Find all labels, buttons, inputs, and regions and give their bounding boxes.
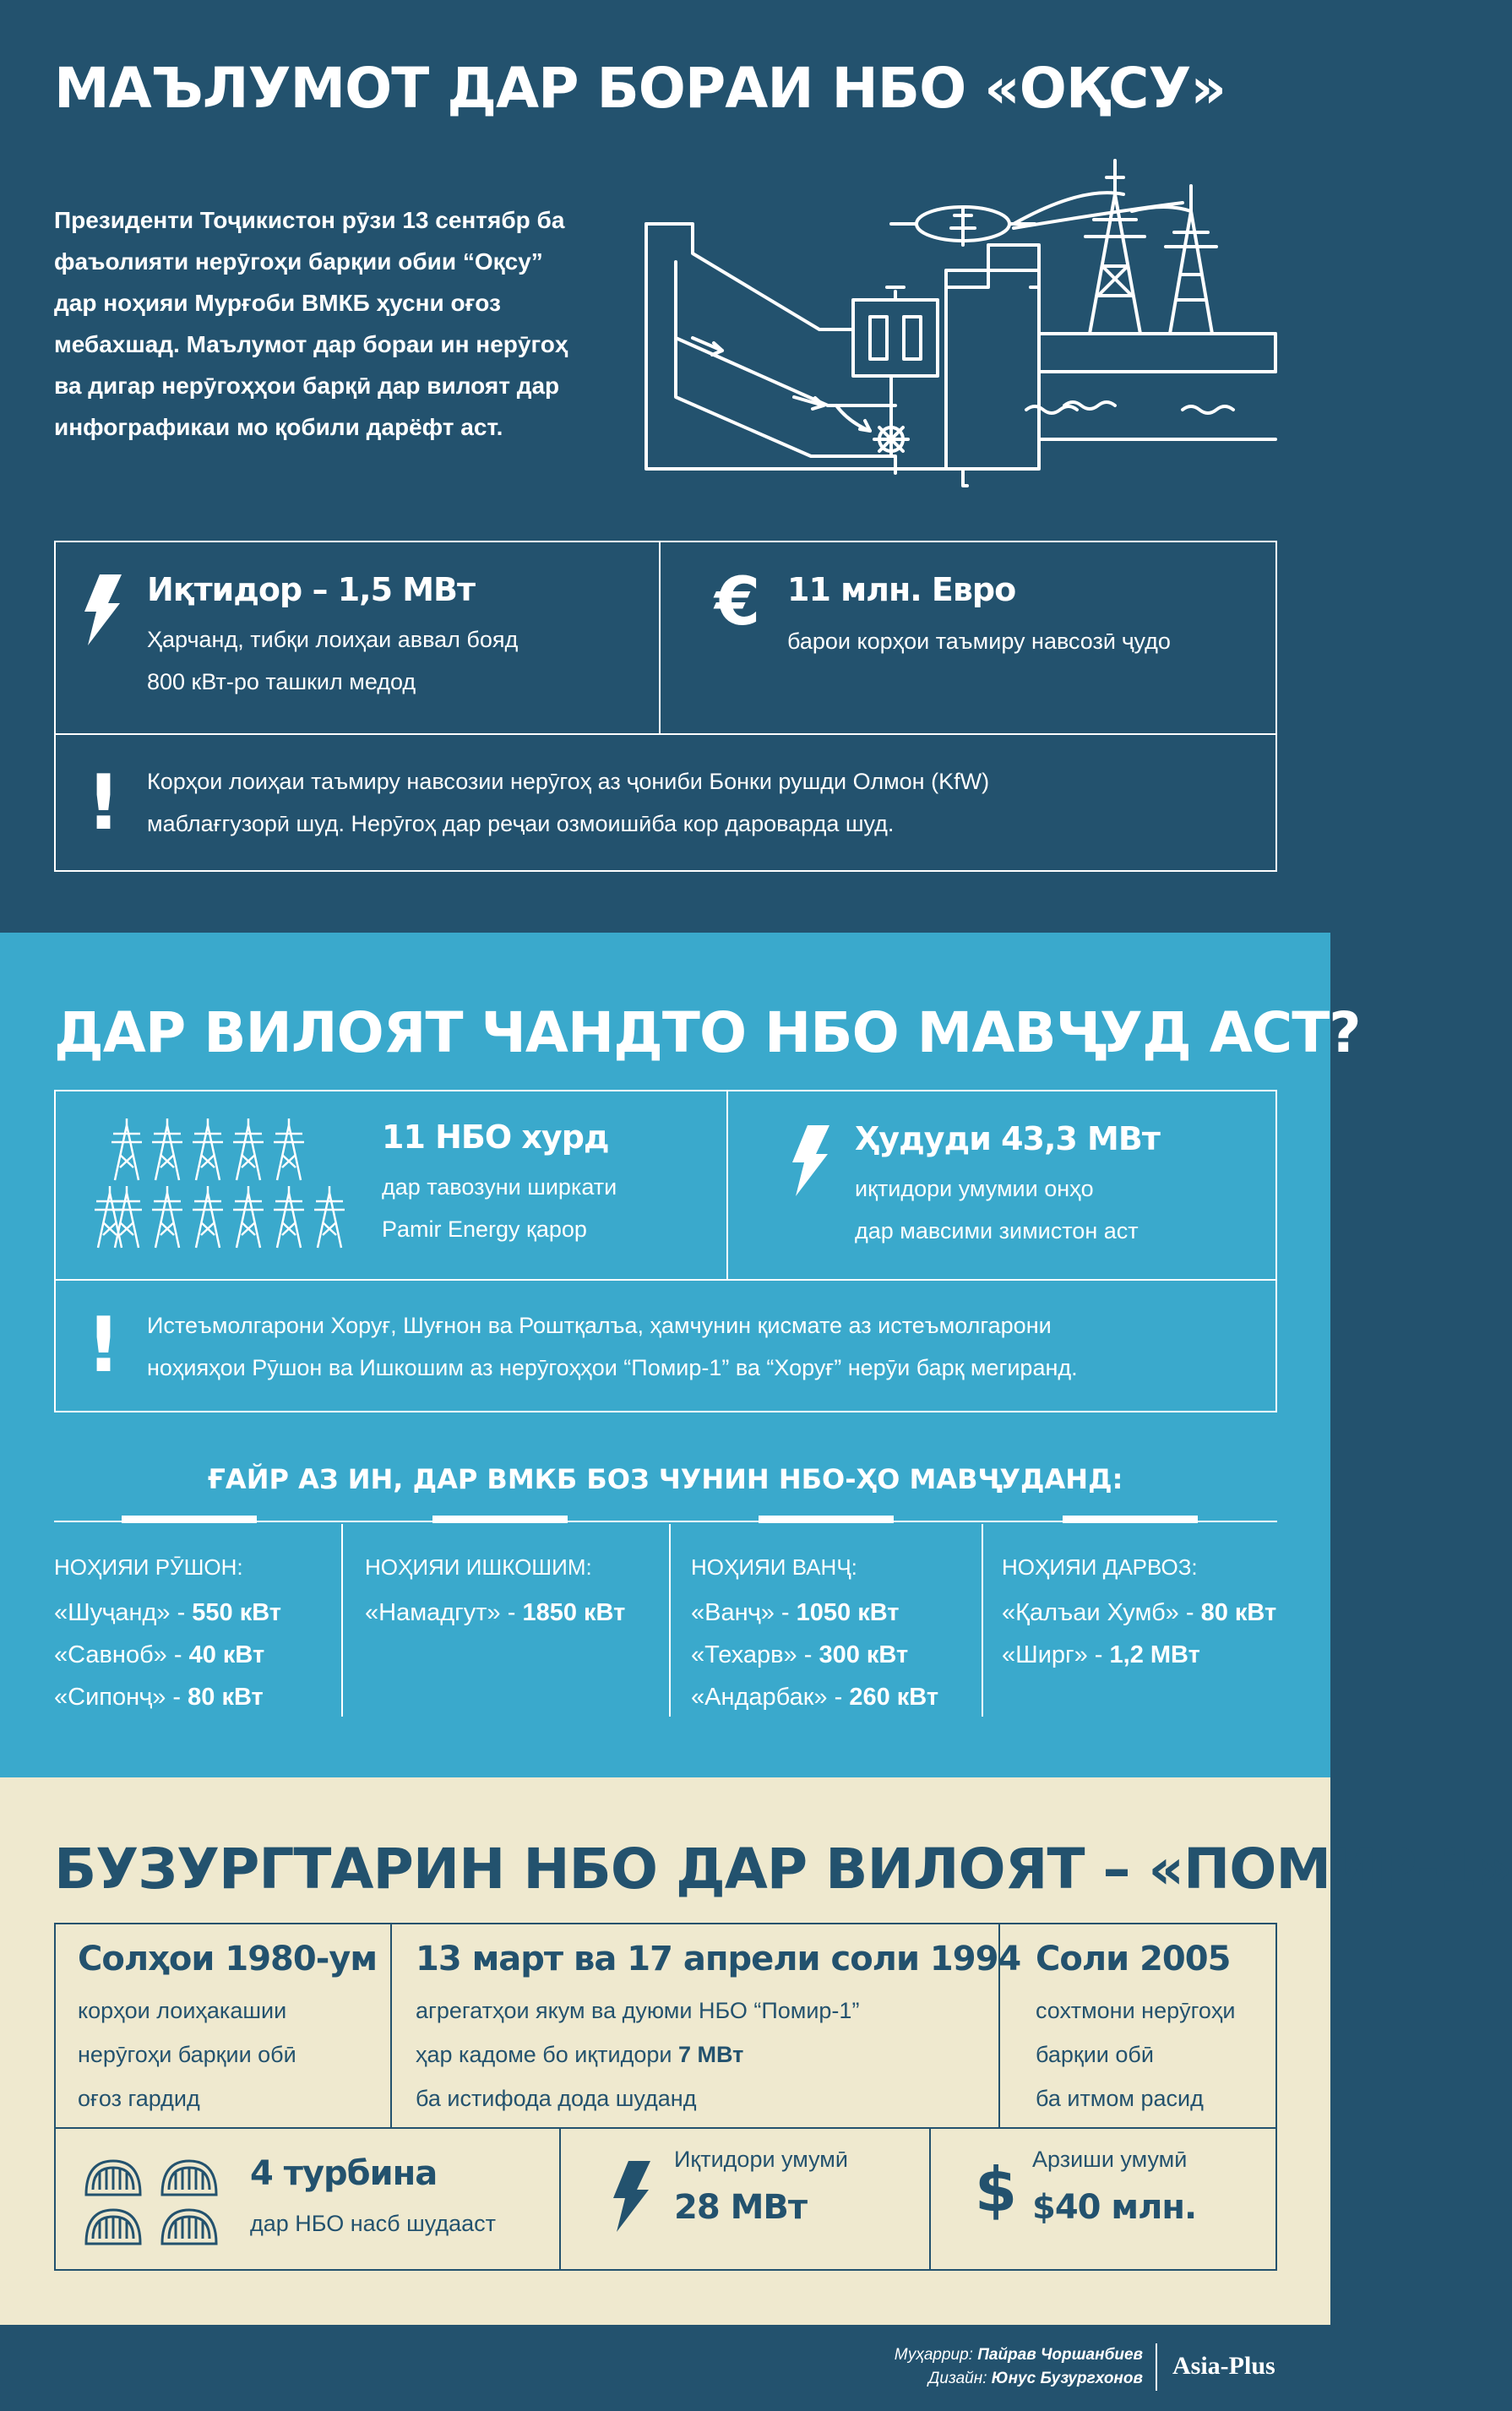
dollar-icon: $ xyxy=(975,2154,1018,2225)
c1-text: корҳои лоиҳакашии нерӯгоҳи барқии обӣ оғоз гардид xyxy=(78,1998,296,2111)
price-value: $40 млн. xyxy=(1032,2188,1197,2227)
plant-item: «Ширг» - 1,2 МВт xyxy=(1002,1641,1200,1668)
section-pomir1 xyxy=(0,1777,1512,2325)
plant-item: «Қалъаи Хумб» - 80 кВт xyxy=(1002,1599,1277,1626)
funding-note: Корҳои лоиҳаи таъмиру навсозии нерӯгоҳ аз ҷониби Бонки рушди Олмон (KfW) маблағгузорӣ шуд. Нерӯгоҳ дар реҷаи озмоишӣба кор дароварда шуд. xyxy=(147,769,990,836)
small-plants-text: дар тавозуни ширкати Pamir Energy қарор xyxy=(382,1174,617,1242)
capacity-title: Иқтидор – 1,5 МВт xyxy=(147,571,476,608)
power-label: Иқтидори умумӣ xyxy=(674,2147,848,2172)
district-name: НОҲИЯИ ВАНҶ: xyxy=(691,1554,857,1580)
euro-icon: € xyxy=(715,564,761,640)
lightning-icon xyxy=(81,574,123,645)
lightning-icon xyxy=(610,2161,652,2232)
district-name: НОҲИЯИ РӮШОН: xyxy=(54,1554,243,1580)
section-title: МАЪЛУМОТ ДАР БОРАИ НБО «ОҚСУ» xyxy=(54,56,1226,121)
other-plants-heading: ҒАЙР АЗ ИН, ДАР ВМКБ БОЗ ЧУНИН НБО-ҲО МАВҶУДАНД: xyxy=(207,1463,1123,1495)
exclamation-icon: ! xyxy=(86,1301,122,1390)
turbine-icon xyxy=(81,2156,233,2250)
credits: Муҳаррир: Пайрав Чоршанбиев Дизайн: Юнус Бузургхонов xyxy=(894,2346,1143,2387)
turbines-text: дар НБО насб шудааст xyxy=(250,2211,497,2236)
intro-text: Президенти Тоҷикистон рӯзи 13 сентябр ба фаъолияти нерӯгоҳи барқии обии “Оқсу” дар ноҳияи Мурғоби ВМКБ ҳусни оғоз мебахшад. Маълумот дар бораи ин нерӯгоҳ ва дигар нерӯгоҳҳои барқӣ дар вилоят дар инфографикаи мо қобили дарёфт аст. xyxy=(54,207,568,440)
section-title: БУЗУРГТАРИН НБО ДАР ВИЛОЯТ – «ПОМИР-1» xyxy=(54,1837,1512,1902)
total-capacity-text: иқтидори умумии онҳо дар мавсими зимистон аст xyxy=(855,1176,1139,1244)
district-name: НОҲИЯИ ДАРВОЗ: xyxy=(1002,1554,1198,1580)
cost-title: 11 млн. Евро xyxy=(787,571,1016,608)
lightning-icon xyxy=(789,1125,831,1196)
cost-text: барои корҳои таъмиру навсозӣ ҷудо xyxy=(787,629,1171,654)
power-towers-icon xyxy=(108,1117,353,1252)
plant-item: «Савноб» - 40 кВт xyxy=(54,1641,265,1668)
c3-title: Соли 2005 xyxy=(1036,1940,1231,1978)
hydro-plant-illustration xyxy=(642,152,1284,490)
c1-title: Солҳои 1980-ум xyxy=(78,1940,378,1978)
plant-item: «Андарбак» - 260 кВт xyxy=(691,1684,939,1711)
plant-item: «Техарв» - 300 кВт xyxy=(691,1641,909,1668)
plant-item: «Шуҷанд» - 550 кВт xyxy=(54,1599,282,1626)
plant-item: «Намадгут» - 1850 кВт xyxy=(365,1599,626,1626)
power-value: 28 МВт xyxy=(674,2188,808,2227)
section-title: ДАР ВИЛОЯТ ЧАНДТО НБО МАВҶУД АСТ? xyxy=(54,1000,1361,1065)
plant-item: «Сипонҷ» - 80 кВт xyxy=(54,1684,264,1711)
turbines-title: 4 турбина xyxy=(250,2154,438,2193)
c2-title: 13 март ва 17 апрели соли 1994 xyxy=(416,1940,1021,1978)
exclamation-icon: ! xyxy=(86,759,122,847)
total-capacity-title: Ҳудуди 43,3 МВт xyxy=(855,1120,1160,1157)
c2-text: агрегатҳои якум ва дуюми НБО “Помир-1” ҳар кадоме бо иқтидори 7 МВт ба истифода дода шуданд xyxy=(416,1998,860,2111)
capacity-text: Ҳарчанд, тибқи лоиҳаи аввал бояд 800 кВт-ро ташкил медод xyxy=(147,627,519,694)
section-oksu-info xyxy=(0,0,1330,933)
plant-item: «Ванҷ» - 1050 кВт xyxy=(691,1599,900,1626)
small-plants-title: 11 НБО хурд xyxy=(382,1118,609,1156)
footer xyxy=(0,2325,1330,2411)
section-region-plants xyxy=(0,933,1361,1777)
c3-text: сохтмони нерӯгоҳи барқии обӣ ба итмом расид xyxy=(1036,1998,1236,2111)
price-label: Арзиши умумӣ xyxy=(1032,2147,1188,2172)
asia-plus-logo: Asia-Plus xyxy=(1172,2352,1275,2380)
consumers-note: Истеъмолгарони Хоруғ, Шуғнон ва Роштқалъа, ҳамчунин қисмате аз истеъмолгарони ноҳияҳои Рӯшон ва Ишкошим аз нерӯгоҳҳои “Помир-1” ва “Хоруғ” нерӯи барқ мегиранд. xyxy=(147,1313,1078,1380)
district-name: НОҲИЯИ ИШКОШИМ: xyxy=(365,1554,592,1580)
